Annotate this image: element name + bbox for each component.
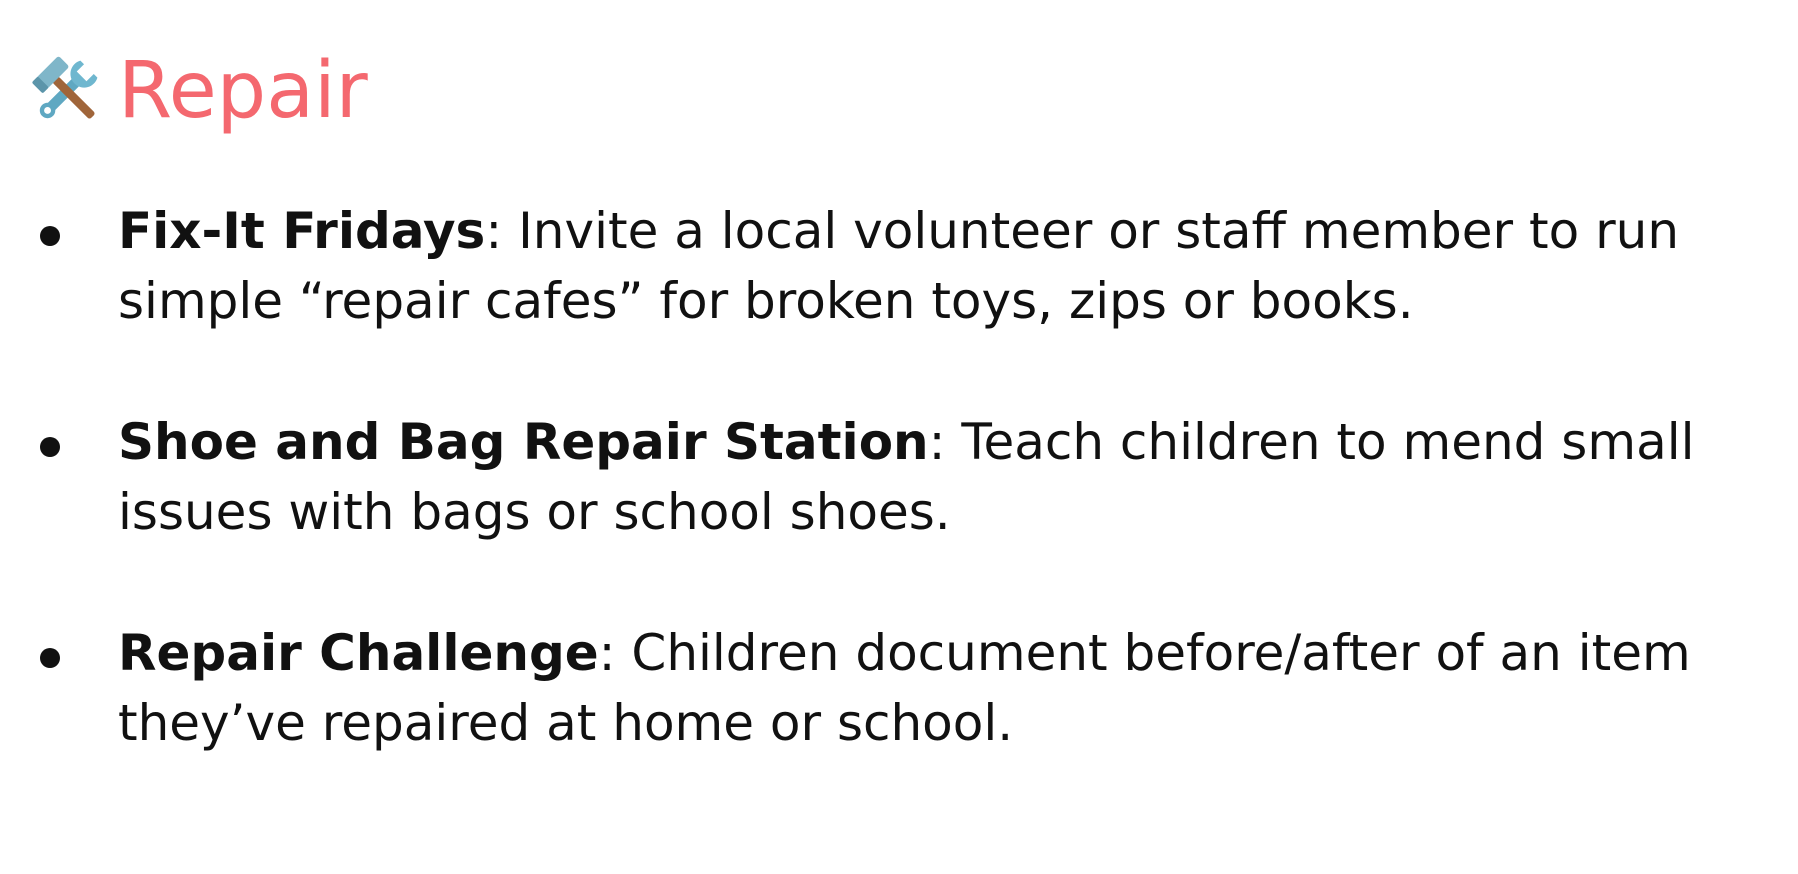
- bullet-text: Children document before/after of an item they’ve repaired at home or school.: [118, 624, 1691, 752]
- list-item: [0, 196, 1798, 336]
- bullet-term: Shoe and Bag Repair Station: [118, 413, 929, 471]
- bullet-term: Repair Challenge: [118, 624, 599, 682]
- bullet-dot: [40, 648, 60, 668]
- bullet-text: Teach children to mend small issues with bags or school shoes.: [118, 413, 1695, 541]
- section-title: Repair: [118, 46, 368, 136]
- list-item: [0, 407, 1798, 547]
- section-heading: [24, 36, 368, 146]
- bullet-dot: [40, 437, 60, 457]
- bullet-term: Fix-It Fridays: [118, 202, 486, 260]
- bullet-separator: :: [598, 624, 616, 682]
- bullet-text: Invite a local volunteer or staff member to run simple “repair cafes” for broken toys, zips or books.: [118, 202, 1680, 330]
- list-item: [0, 618, 1798, 758]
- bullet-separator: :: [928, 413, 946, 471]
- bullet-dot: [40, 226, 60, 246]
- hammer-and-wrench-icon: [24, 48, 110, 134]
- bullet-list: [0, 196, 1798, 829]
- bullet-separator: :: [485, 202, 503, 260]
